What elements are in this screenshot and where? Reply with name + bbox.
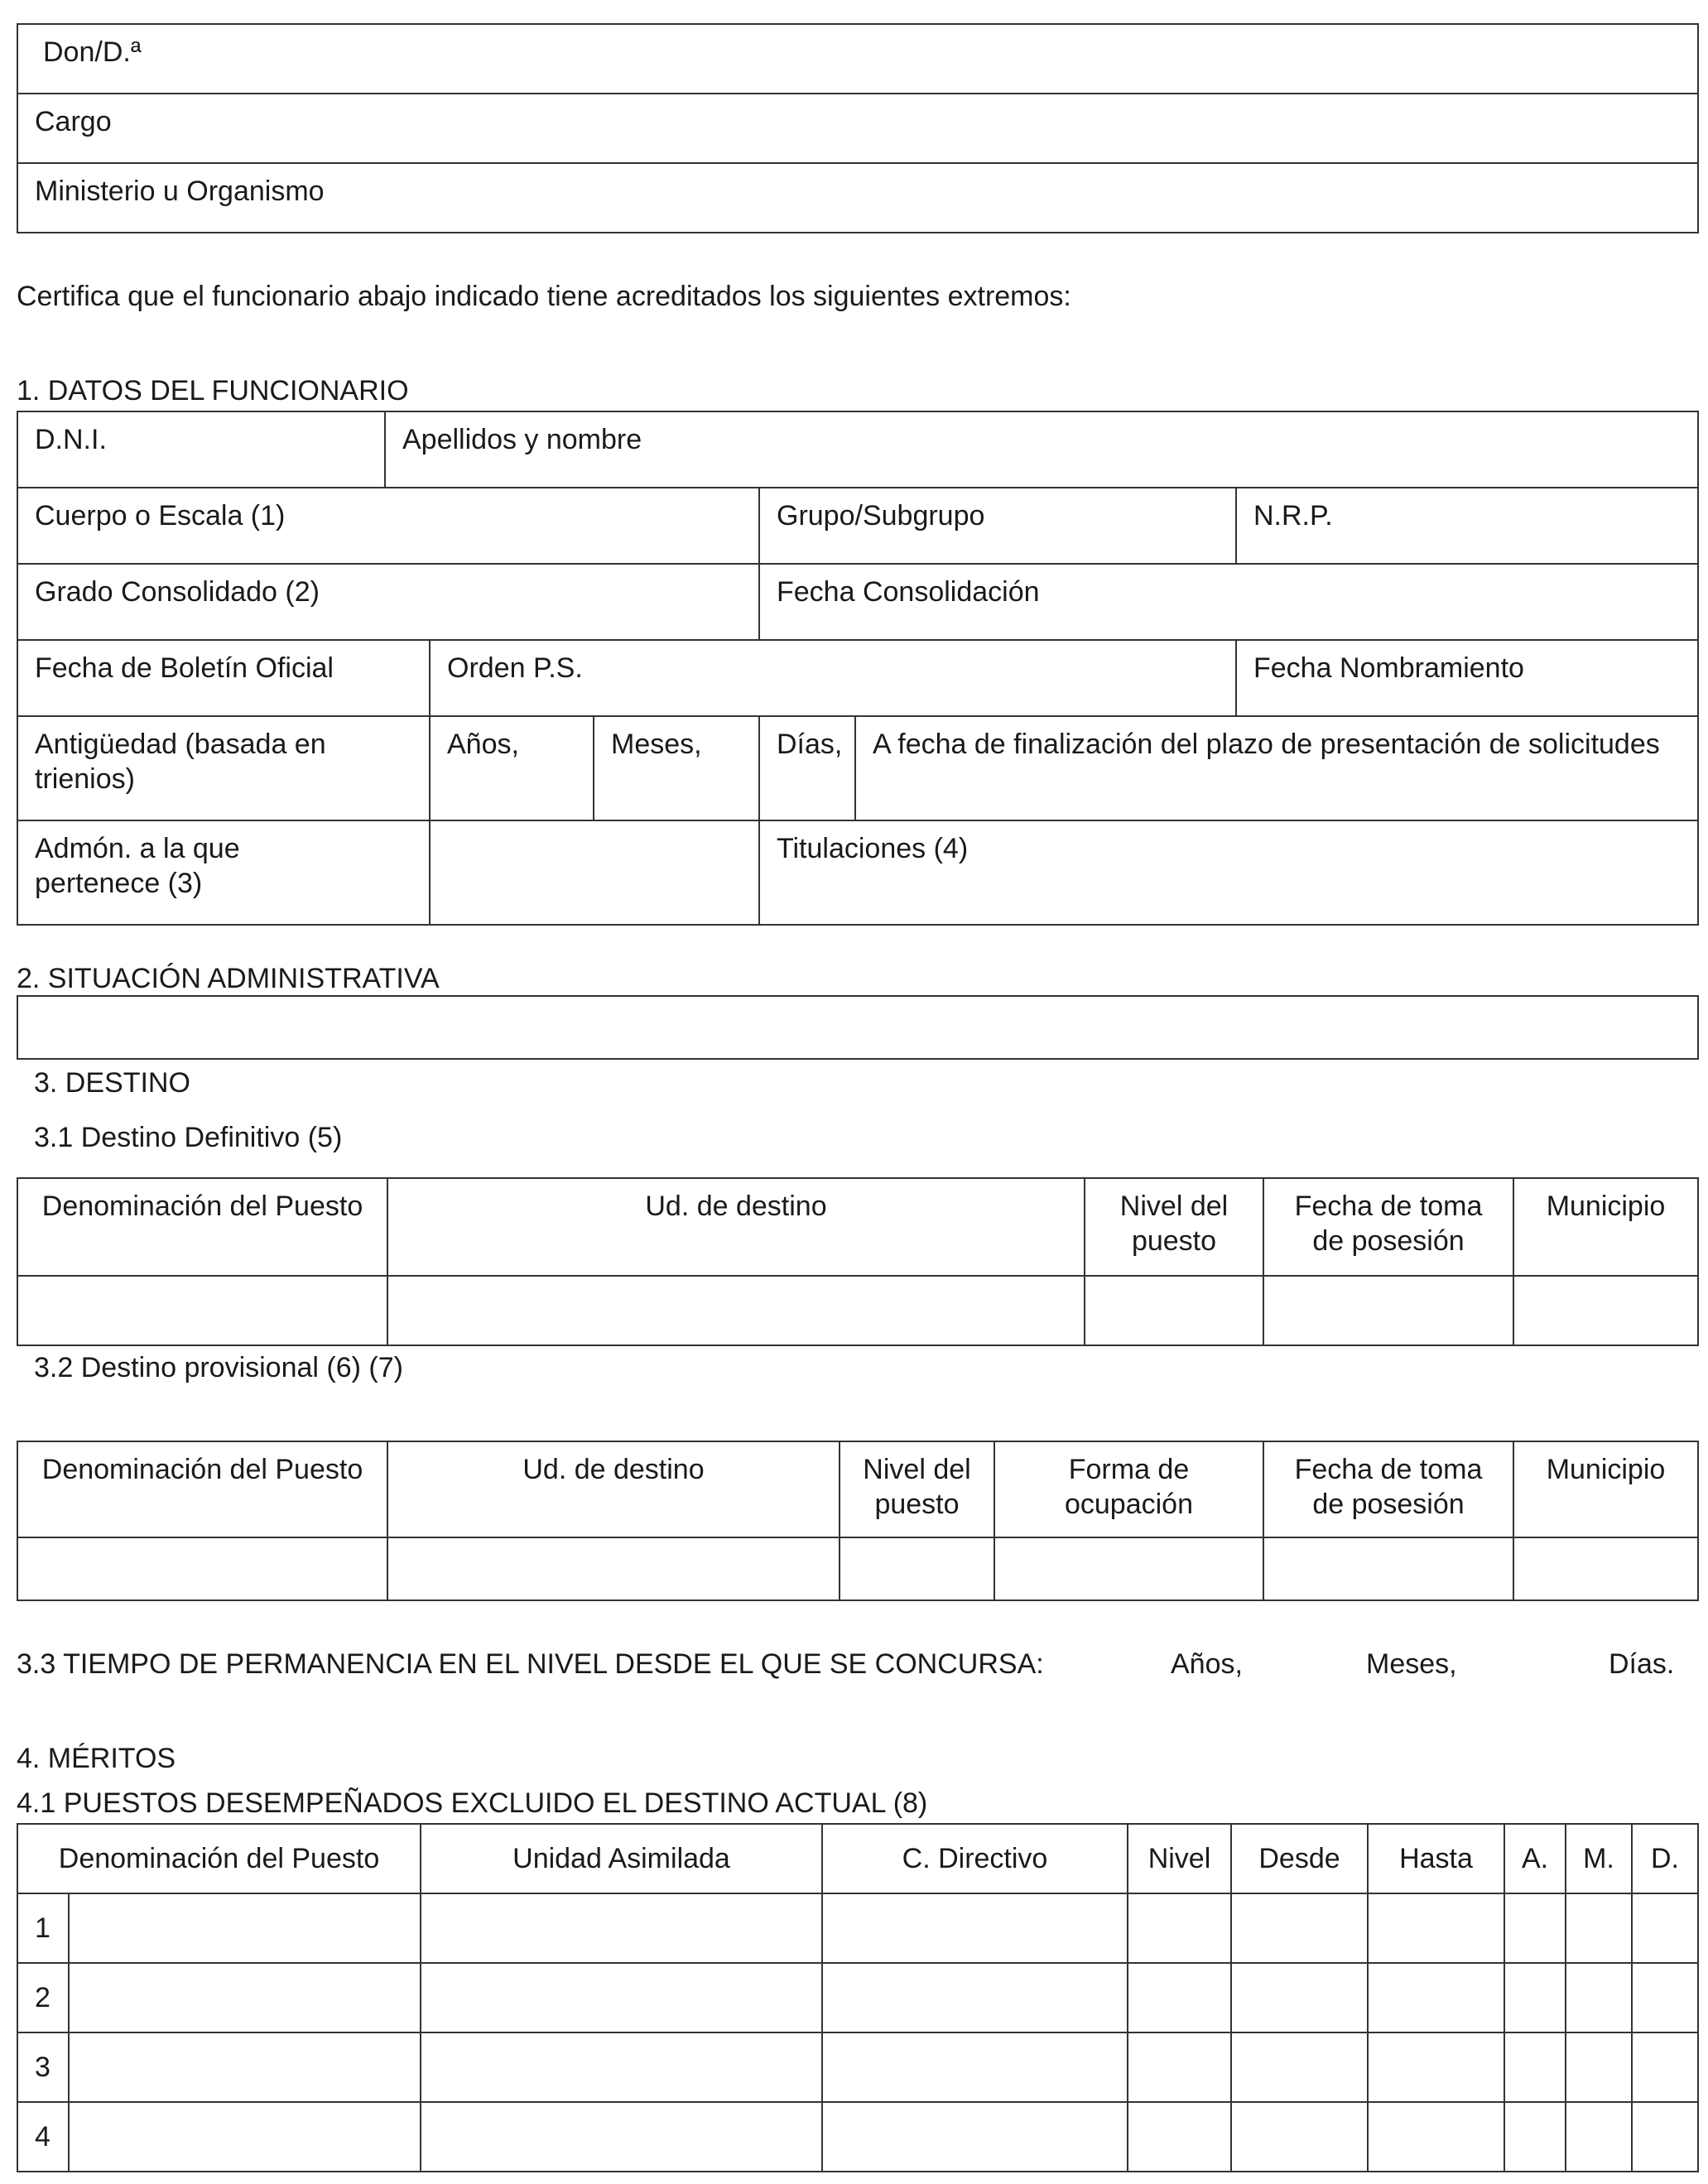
cell-hasta[interactable] [1368, 2032, 1504, 2102]
admon-cell [17, 820, 430, 925]
t2-header-forma-ocupacion-label: Forma de ocupación [1064, 1454, 1193, 1520]
t1-header-denominacion [17, 1178, 387, 1276]
cell-dias[interactable] [1632, 2102, 1698, 2172]
t1-header-ud-destino-label: Ud. de destino [645, 1191, 827, 1222]
cell-anos[interactable] [1504, 2032, 1566, 2102]
cell-desde[interactable] [1231, 2102, 1368, 2172]
t1-header-municipio-label: Municipio [1546, 1191, 1666, 1222]
t2-cell-nivel[interactable] [840, 1537, 994, 1600]
t3-header-unidad-label: Unidad Asimilada [512, 1843, 730, 1874]
t2-cell-ud-destino[interactable] [387, 1537, 840, 1600]
cuerpo-field[interactable] [17, 488, 759, 564]
permanencia-label: 3.3 TIEMPO DE PERMANENCIA EN EL NIVEL DESDE EL QUE SE CONCURSA: [17, 1648, 1044, 1680]
datos-funcionario-table [17, 411, 1699, 926]
cell-meses[interactable] [1566, 2032, 1632, 2102]
row-number [17, 1893, 69, 1963]
t1-header-ud-destino [387, 1178, 1085, 1276]
t1-header-denominacion-label: Denominación del Puesto [41, 1191, 363, 1222]
cell-meses[interactable] [1566, 2102, 1632, 2172]
nrp-label: N.R.P. [1253, 500, 1333, 532]
t2-cell-fecha-toma[interactable] [1263, 1537, 1513, 1600]
certifica-text: Certifica que el funcionario abajo indicado tiene acreditados los siguientes extremos: [17, 281, 1071, 312]
titulaciones-field[interactable] [759, 820, 1698, 925]
t3-header-desde [1231, 1824, 1368, 1893]
situacion-field[interactable] [17, 996, 1698, 1059]
table-row [17, 1963, 1698, 2032]
t2-header-nivel [840, 1441, 994, 1537]
t3-header-dias [1632, 1824, 1698, 1893]
t2-cell-denominacion[interactable] [17, 1537, 387, 1600]
table-row [17, 2032, 1698, 2102]
row-number [17, 1963, 69, 2032]
anos-field[interactable] [430, 716, 594, 820]
a-fecha-cell [855, 716, 1698, 820]
cell-directivo[interactable] [822, 1893, 1128, 1963]
destino-provisional-table [17, 1441, 1699, 1601]
t2-cell-forma-ocupacion[interactable] [994, 1537, 1263, 1600]
t3-header-denominacion-label: Denominación del Puesto [58, 1843, 380, 1874]
t2-header-ud-destino [387, 1441, 840, 1537]
anos-label: Años, [447, 729, 519, 760]
antiguedad-cell [17, 716, 430, 820]
t3-header-denominacion [17, 1824, 421, 1893]
cell-meses[interactable] [1566, 1893, 1632, 1963]
cell-directivo[interactable] [822, 1963, 1128, 2032]
t3-header-directivo [822, 1824, 1128, 1893]
t1-header-fecha-toma [1263, 1178, 1513, 1276]
t2-header-forma-ocupacion [994, 1441, 1263, 1537]
t3-header-dias-label: D. [1651, 1843, 1679, 1874]
cell-nivel[interactable] [1128, 2102, 1231, 2172]
cell-denominacion[interactable] [69, 2102, 421, 2172]
admon-field[interactable] [430, 820, 759, 925]
cell-directivo[interactable] [822, 2102, 1128, 2172]
grado-field[interactable] [17, 564, 759, 640]
orden-ps-label: Orden P.S. [447, 652, 583, 684]
grupo-field[interactable] [759, 488, 1236, 564]
section-4-1-title: 4.1 PUESTOS DESEMPEÑADOS EXCLUIDO EL DESTINO ACTUAL (8) [17, 1787, 928, 1819]
t2-header-denominacion-label: Denominación del Puesto [41, 1454, 363, 1485]
cell-dias[interactable] [1632, 2032, 1698, 2102]
row-number-label: 3 [35, 2052, 51, 2083]
t2-cell-municipio[interactable] [1513, 1537, 1698, 1600]
fecha-consolidacion-label: Fecha Consolidación [777, 576, 1040, 608]
apellidos-field[interactable] [385, 411, 1698, 488]
t1-cell-nivel[interactable] [1085, 1276, 1263, 1345]
fecha-boletin-field[interactable] [17, 640, 430, 716]
t1-cell-municipio[interactable] [1513, 1276, 1698, 1345]
fecha-consolidacion-field[interactable] [759, 564, 1698, 640]
t1-header-nivel-label: Nivel del puesto [1119, 1191, 1229, 1257]
don-label: Don/D.ª [43, 36, 142, 68]
fecha-nombramiento-field[interactable] [1236, 640, 1698, 716]
don-field[interactable] [17, 24, 1698, 94]
t3-header-hasta-label: Hasta [1399, 1843, 1473, 1874]
t2-header-ud-destino-label: Ud. de destino [522, 1454, 705, 1485]
apellidos-label: Apellidos y nombre [402, 424, 642, 455]
t3-header-nivel [1128, 1824, 1231, 1893]
t3-header-anos [1504, 1824, 1566, 1893]
t1-cell-denominacion[interactable] [17, 1276, 387, 1345]
section-1-title: 1. DATOS DEL FUNCIONARIO [17, 375, 409, 406]
t3-header-hasta [1368, 1824, 1504, 1893]
cuerpo-label: Cuerpo o Escala (1) [35, 500, 286, 532]
t2-header-fecha-toma [1263, 1441, 1513, 1537]
dias-label: Días, [777, 729, 843, 760]
row-number [17, 2032, 69, 2102]
dias-field[interactable] [759, 716, 855, 820]
cell-hasta[interactable] [1368, 1893, 1504, 1963]
meses-label: Meses, [611, 729, 702, 760]
cell-anos[interactable] [1504, 2102, 1566, 2172]
cell-unidad[interactable] [421, 2102, 822, 2172]
t3-header-anos-label: A. [1521, 1843, 1549, 1874]
cell-anos[interactable] [1504, 1893, 1566, 1963]
t1-header-nivel [1085, 1178, 1263, 1276]
t2-header-fecha-toma-label: Fecha de toma de posesión [1294, 1454, 1483, 1520]
meses-field[interactable] [594, 716, 759, 820]
t3-header-meses [1566, 1824, 1632, 1893]
t2-header-municipio-label: Municipio [1546, 1454, 1666, 1485]
cell-meses[interactable] [1566, 1963, 1632, 2032]
cargo-label: Cargo [35, 106, 112, 137]
cell-anos[interactable] [1504, 1963, 1566, 2032]
t1-cell-fecha-toma[interactable] [1263, 1276, 1513, 1345]
t3-header-unidad [421, 1824, 822, 1893]
fecha-nombramiento-label: Fecha Nombramiento [1253, 652, 1524, 684]
t2-header-municipio [1513, 1441, 1698, 1537]
t1-header-municipio [1513, 1178, 1698, 1276]
cell-dias[interactable] [1632, 1893, 1698, 1963]
t1-cell-ud-destino[interactable] [387, 1276, 1085, 1345]
fecha-boletin-label: Fecha de Boletín Oficial [35, 652, 334, 684]
row-number [17, 2102, 69, 2172]
t3-header-directivo-label: C. Directivo [902, 1843, 1048, 1874]
cell-denominacion[interactable] [69, 1963, 421, 2032]
ministerio-label: Ministerio u Organismo [35, 176, 325, 207]
t2-header-nivel-label: Nivel del puesto [863, 1454, 971, 1520]
dni-label: D.N.I. [35, 424, 107, 455]
ministerio-field[interactable] [17, 163, 1698, 233]
grado-label: Grado Consolidado (2) [35, 576, 320, 608]
t1-header-fecha-toma-label: Fecha de toma de posesión [1294, 1191, 1483, 1257]
cell-hasta[interactable] [1368, 1963, 1504, 2032]
cargo-field[interactable] [17, 94, 1698, 163]
cell-unidad[interactable] [421, 2032, 822, 2102]
cell-hasta[interactable] [1368, 2102, 1504, 2172]
cell-unidad[interactable] [421, 1893, 822, 1963]
a-fecha-label: A fecha de finalización del plazo de presentación de solicitudes [873, 729, 1660, 760]
cell-unidad[interactable] [421, 1963, 822, 2032]
dni-field[interactable] [17, 411, 385, 488]
cell-denominacion[interactable] [69, 1893, 421, 1963]
section-4-title: 4. MÉRITOS [17, 1743, 176, 1774]
permanencia-dias: Días. [1609, 1648, 1675, 1680]
cell-nivel[interactable] [1128, 2032, 1231, 2102]
cell-desde[interactable] [1231, 1893, 1368, 1963]
titulaciones-label: Titulaciones (4) [777, 833, 969, 864]
permanencia-meses: Meses, [1366, 1648, 1457, 1680]
t2-header-denominacion [17, 1441, 387, 1537]
t3-header-nivel-label: Nivel [1147, 1843, 1211, 1874]
cell-directivo[interactable] [822, 2032, 1128, 2102]
table-row [17, 1893, 1698, 1963]
t3-header-meses-label: M. [1583, 1843, 1614, 1874]
t3-header-desde-label: Desde [1258, 1843, 1340, 1874]
row-number-label: 1 [35, 1912, 51, 1944]
cell-dias[interactable] [1632, 1963, 1698, 2032]
situacion-table [17, 995, 1699, 1060]
cell-desde[interactable] [1231, 1963, 1368, 2032]
nrp-field[interactable] [1236, 488, 1698, 564]
row-number-label: 4 [35, 2121, 51, 2153]
destino-definitivo-table [17, 1177, 1699, 1346]
section-3-2-title: 3.2 Destino provisional (6) (7) [34, 1352, 403, 1383]
admon-label: Admón. a la que pertenece (3) [35, 833, 240, 899]
antiguedad-label: Antigüedad (basada en trienios) [35, 729, 326, 795]
cell-desde[interactable] [1231, 2032, 1368, 2102]
orden-ps-field[interactable] [430, 640, 1236, 716]
section-2-title: 2. SITUACIÓN ADMINISTRATIVA [17, 963, 440, 994]
puestos-desempenados-table [17, 1823, 1699, 2172]
section-3-title: 3. DESTINO [34, 1067, 190, 1099]
cell-nivel[interactable] [1128, 1963, 1231, 2032]
cell-nivel[interactable] [1128, 1893, 1231, 1963]
row-number-label: 2 [35, 1982, 51, 2013]
header-table [17, 23, 1699, 233]
table-row [17, 2102, 1698, 2172]
section-3-1-title: 3.1 Destino Definitivo (5) [34, 1122, 343, 1153]
permanencia-anos: Años, [1171, 1648, 1243, 1680]
grupo-label: Grupo/Subgrupo [777, 500, 985, 532]
cell-denominacion[interactable] [69, 2032, 421, 2102]
